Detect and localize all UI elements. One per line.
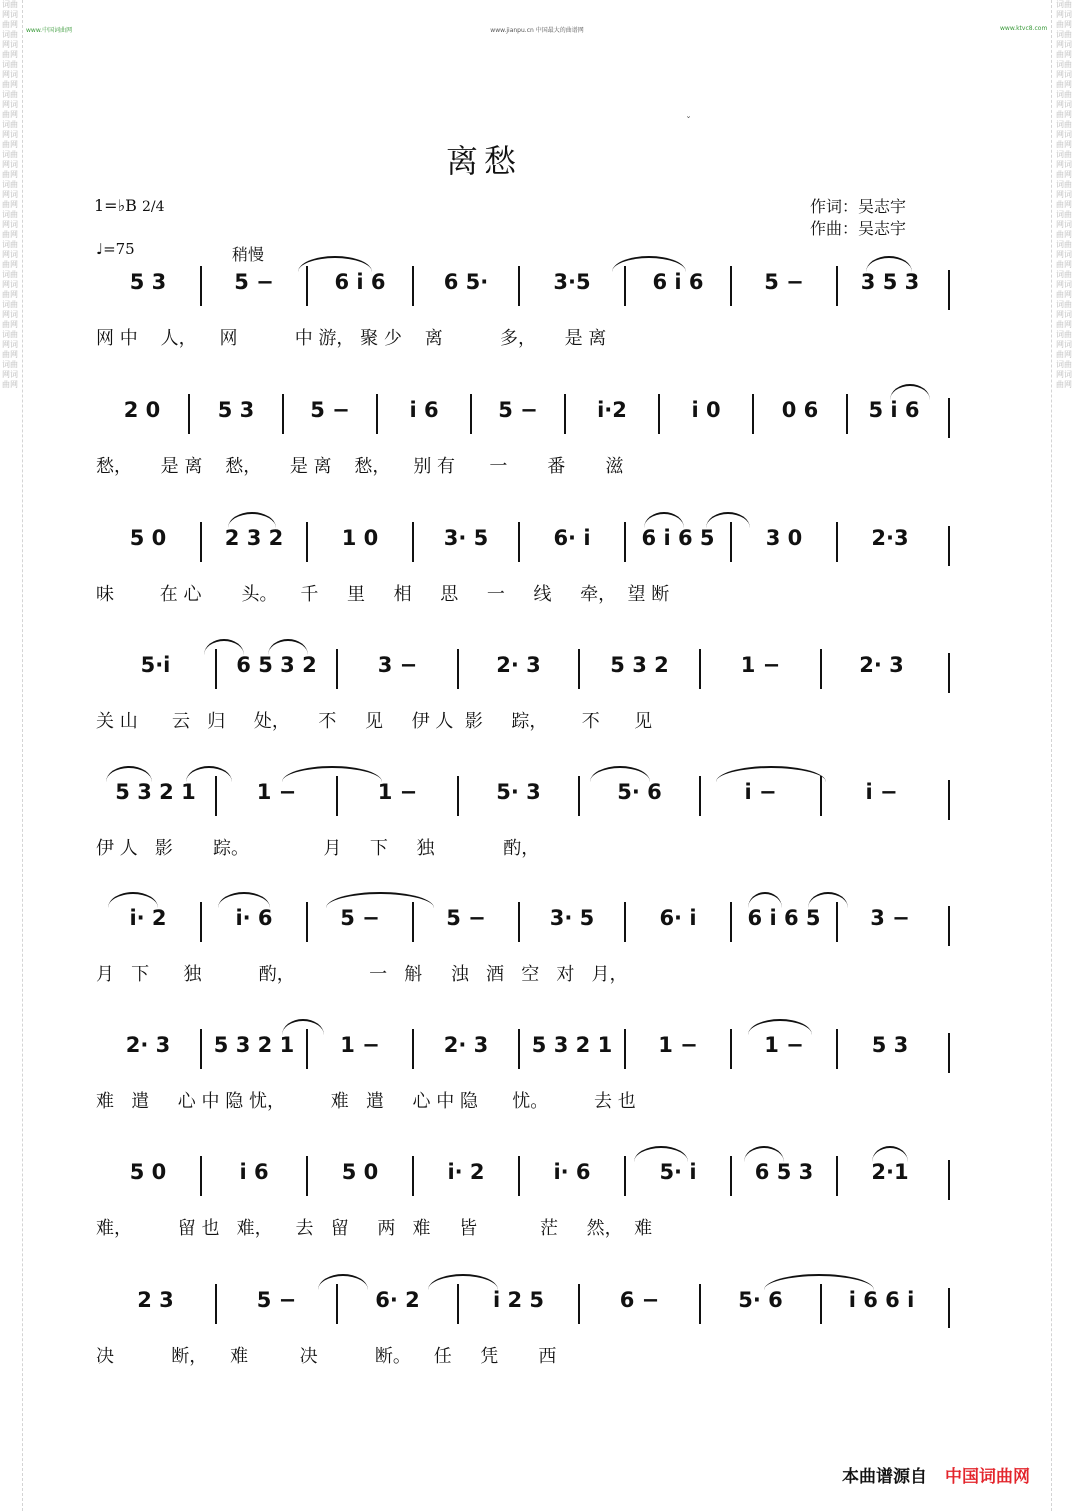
slur-arc bbox=[716, 766, 826, 782]
measure: 6· i bbox=[553, 526, 591, 550]
measure: 2 3 bbox=[137, 1288, 174, 1312]
bar-line bbox=[948, 526, 950, 566]
measure: i· 2 bbox=[129, 906, 167, 930]
measure: 2 3 2 bbox=[224, 526, 284, 550]
bar-line bbox=[948, 1160, 950, 1200]
composer-credit: 作曲：吴志宇 bbox=[810, 219, 907, 238]
measure: 1 − bbox=[658, 1033, 698, 1057]
measure: i 2 5 bbox=[492, 1288, 545, 1312]
slur-arc bbox=[706, 512, 750, 528]
lyrics-line: 关 山 云 归 处， 不 见 伊 人 影 踪， 不 见 bbox=[96, 711, 653, 732]
left-watermark-column: 词曲网词曲网词曲网词曲网词曲网词曲网词曲网词曲网词曲网词曲网词曲网词曲网词曲网词曲网词曲网词曲网词曲网词曲网词曲网词曲网词曲网词曲网词曲网词曲网词曲网词曲网 bbox=[2, 0, 18, 389]
slur-arc bbox=[590, 766, 650, 782]
measure: 3 − bbox=[870, 906, 910, 930]
measure: 1 − bbox=[256, 780, 297, 804]
measure: 5· i bbox=[659, 1160, 697, 1184]
measure: 1 − bbox=[740, 653, 781, 677]
measure: 6 5 3 2 bbox=[236, 653, 317, 677]
measure: 3· 5 bbox=[443, 526, 489, 550]
lyrics-line: 难， 留 也 难， 去 留 两 难 皆 茫 然， 难 bbox=[96, 1218, 653, 1239]
measure: i 6 bbox=[239, 1160, 269, 1184]
measure: 2· 3 bbox=[496, 653, 541, 677]
measure: 1 − bbox=[377, 780, 418, 804]
score-system bbox=[96, 898, 946, 1008]
measure: 5 − bbox=[256, 1288, 297, 1312]
score-system bbox=[96, 262, 946, 372]
measure: 3 − bbox=[377, 653, 418, 677]
slur-arc bbox=[282, 766, 382, 782]
lyrics-line: 月 下 独 酌， 一 斛 浊 酒 空 对 月， bbox=[96, 964, 628, 985]
slur-arc bbox=[808, 892, 848, 908]
bar-line bbox=[948, 1033, 950, 1073]
measure: 1 0 bbox=[341, 526, 379, 550]
header-center-text: www.jianpu.cn 中国最大的曲谱网 bbox=[490, 27, 584, 34]
measure: 6· 2 bbox=[375, 1288, 420, 1312]
footer-brand: 中国词曲网 bbox=[945, 1467, 1030, 1487]
slur-arc bbox=[428, 1274, 498, 1290]
expression-marking: 稍慢 bbox=[232, 245, 265, 264]
slur-arc bbox=[228, 512, 276, 528]
slur-arc bbox=[268, 639, 308, 655]
slur-arc bbox=[218, 892, 270, 908]
key-label: 1=♭B bbox=[94, 196, 137, 215]
measure: 5 3 2 bbox=[610, 653, 669, 677]
slur-arc bbox=[764, 1274, 874, 1290]
measure: 3· 5 bbox=[549, 906, 595, 930]
measure: 6 5 3 bbox=[754, 1160, 814, 1184]
score-system bbox=[96, 645, 946, 755]
credits bbox=[810, 196, 906, 240]
measure: 6 5· bbox=[443, 270, 489, 294]
measure: i·2 bbox=[597, 398, 627, 422]
slur-arc bbox=[318, 1274, 368, 1290]
footer-source-text: 本曲谱源自 bbox=[842, 1467, 927, 1487]
bar-line bbox=[948, 398, 950, 438]
measure: 2 0 bbox=[123, 398, 161, 422]
notes-row bbox=[96, 653, 946, 689]
measure: i 0 bbox=[691, 398, 721, 422]
measure: 5 − bbox=[340, 906, 380, 930]
notes-row bbox=[96, 1288, 946, 1324]
notes-row bbox=[96, 270, 946, 306]
bar-line bbox=[948, 1288, 950, 1328]
slur-arc bbox=[298, 256, 372, 272]
measure: 3·5 bbox=[553, 270, 591, 294]
key-signature bbox=[94, 196, 165, 217]
slur-arc bbox=[186, 766, 232, 782]
header-left-text: www.中国词曲网 bbox=[26, 27, 73, 34]
slur-arc bbox=[872, 1146, 908, 1162]
score-system bbox=[96, 1152, 946, 1262]
measure: 2·1 bbox=[871, 1160, 909, 1184]
bar-line bbox=[948, 780, 950, 820]
measure: 5 3 2 1 bbox=[115, 780, 196, 804]
slur-arc bbox=[612, 256, 686, 272]
score-system bbox=[96, 1280, 946, 1390]
measure: 6 i 6 5 bbox=[641, 526, 715, 550]
measure: 5 3 bbox=[129, 270, 167, 294]
lyrics-line: 愁， 是 离 愁， 是 离 愁， 别 有 一 番 滋 bbox=[96, 456, 624, 477]
slur-arc bbox=[744, 1146, 784, 1162]
slur-arc bbox=[890, 384, 930, 400]
measure: i 6 bbox=[409, 398, 439, 422]
tempo-marking: ♩=75 bbox=[96, 240, 135, 258]
bar-line bbox=[948, 653, 950, 693]
measure: i 6 6 i bbox=[848, 1288, 915, 1312]
measure: 6 − bbox=[619, 1288, 660, 1312]
measure: 2· 3 bbox=[859, 653, 904, 677]
slur-arc bbox=[866, 256, 912, 272]
measure: 1 − bbox=[340, 1033, 380, 1057]
score-system bbox=[96, 518, 946, 628]
measure: 3 5 3 bbox=[860, 270, 920, 294]
notes-row bbox=[96, 1033, 946, 1069]
header-right-text: www.ktvc8.com bbox=[1000, 25, 1048, 32]
slur-arc bbox=[108, 892, 158, 908]
right-watermark-column: 词曲网词曲网词曲网词曲网词曲网词曲网词曲网词曲网词曲网词曲网词曲网词曲网词曲网词曲网词曲网词曲网词曲网词曲网词曲网词曲网词曲网词曲网词曲网词曲网词曲网词曲网 bbox=[1056, 0, 1072, 389]
slur-arc bbox=[106, 766, 152, 782]
slur-arc bbox=[748, 892, 782, 908]
measure: 5 i 6 bbox=[868, 398, 920, 422]
measure: i· 6 bbox=[235, 906, 273, 930]
notes-row bbox=[96, 906, 946, 942]
measure: 0 6 bbox=[781, 398, 819, 422]
measure: 2·3 bbox=[871, 526, 909, 550]
lyrics-line: 网 中 人， 网 中 游， 聚 少 离 多， 是 离 bbox=[96, 328, 607, 349]
lyricist-credit: 作词：吴志宇 bbox=[810, 197, 907, 216]
measure: 5 − bbox=[310, 398, 350, 422]
slur-arc bbox=[644, 512, 684, 528]
lyrics-line: 伊 人 影 踪。 月 下 独 酌， bbox=[96, 838, 540, 859]
stray-mark: ˇ bbox=[686, 116, 691, 127]
measure: 5· 6 bbox=[738, 1288, 783, 1312]
song-title: 离愁 bbox=[445, 142, 522, 180]
measure: 6 i 6 bbox=[334, 270, 386, 294]
measure: 6 i 6 bbox=[652, 270, 704, 294]
bar-line bbox=[948, 270, 950, 310]
measure: 5 − bbox=[498, 398, 538, 422]
slur-arc bbox=[282, 1019, 324, 1035]
score-system bbox=[96, 1025, 946, 1135]
bar-line bbox=[948, 906, 950, 946]
notes-row bbox=[96, 398, 946, 434]
measure: 6· i bbox=[659, 906, 697, 930]
notes-row bbox=[96, 526, 946, 562]
measure: 5 0 bbox=[129, 1160, 167, 1184]
source-footer bbox=[842, 1462, 1030, 1487]
time-signature: 2/4 bbox=[141, 199, 165, 215]
slur-arc bbox=[204, 639, 244, 655]
measure: i· 2 bbox=[447, 1160, 485, 1184]
notes-row bbox=[96, 780, 946, 816]
slur-arc bbox=[326, 892, 434, 908]
notes-row bbox=[96, 1160, 946, 1196]
lyrics-line: 难 遣 心 中 隐 忧， 难 遣 心 中 隐 忧。 去 也 bbox=[96, 1091, 636, 1112]
measure: 5 − bbox=[234, 270, 274, 294]
measure: 3 0 bbox=[765, 526, 803, 550]
measure: 5 3 bbox=[871, 1033, 909, 1057]
measure: 1 − bbox=[764, 1033, 804, 1057]
measure: 2· 3 bbox=[443, 1033, 489, 1057]
measure: i· 6 bbox=[553, 1160, 591, 1184]
measure: 5· 6 bbox=[617, 780, 662, 804]
lyrics-line: 决 断， 难 决 断。 任 凭 西 bbox=[96, 1346, 557, 1367]
measure: 5 − bbox=[764, 270, 804, 294]
score-system bbox=[96, 772, 946, 882]
measure: 5 0 bbox=[341, 1160, 379, 1184]
measure: 5 3 bbox=[217, 398, 255, 422]
slur-arc bbox=[634, 1146, 688, 1162]
measure: 6 i 6 5 bbox=[747, 906, 821, 930]
measure: i − bbox=[865, 780, 898, 804]
lyrics-line: 味 在 心 头。 千 里 相 思 一 线 牵， 望 断 bbox=[96, 584, 670, 605]
measure: 5 0 bbox=[129, 526, 167, 550]
measure: i − bbox=[744, 780, 777, 804]
measure: 2· 3 bbox=[125, 1033, 171, 1057]
measure: 5 3 2 1 bbox=[531, 1033, 613, 1057]
measure: 5 − bbox=[446, 906, 486, 930]
measure: 5· 3 bbox=[496, 780, 541, 804]
slur-arc bbox=[748, 1019, 812, 1035]
measure: 5 3 2 1 bbox=[213, 1033, 295, 1057]
score-system bbox=[96, 390, 946, 500]
measure: 5·i bbox=[140, 653, 171, 677]
